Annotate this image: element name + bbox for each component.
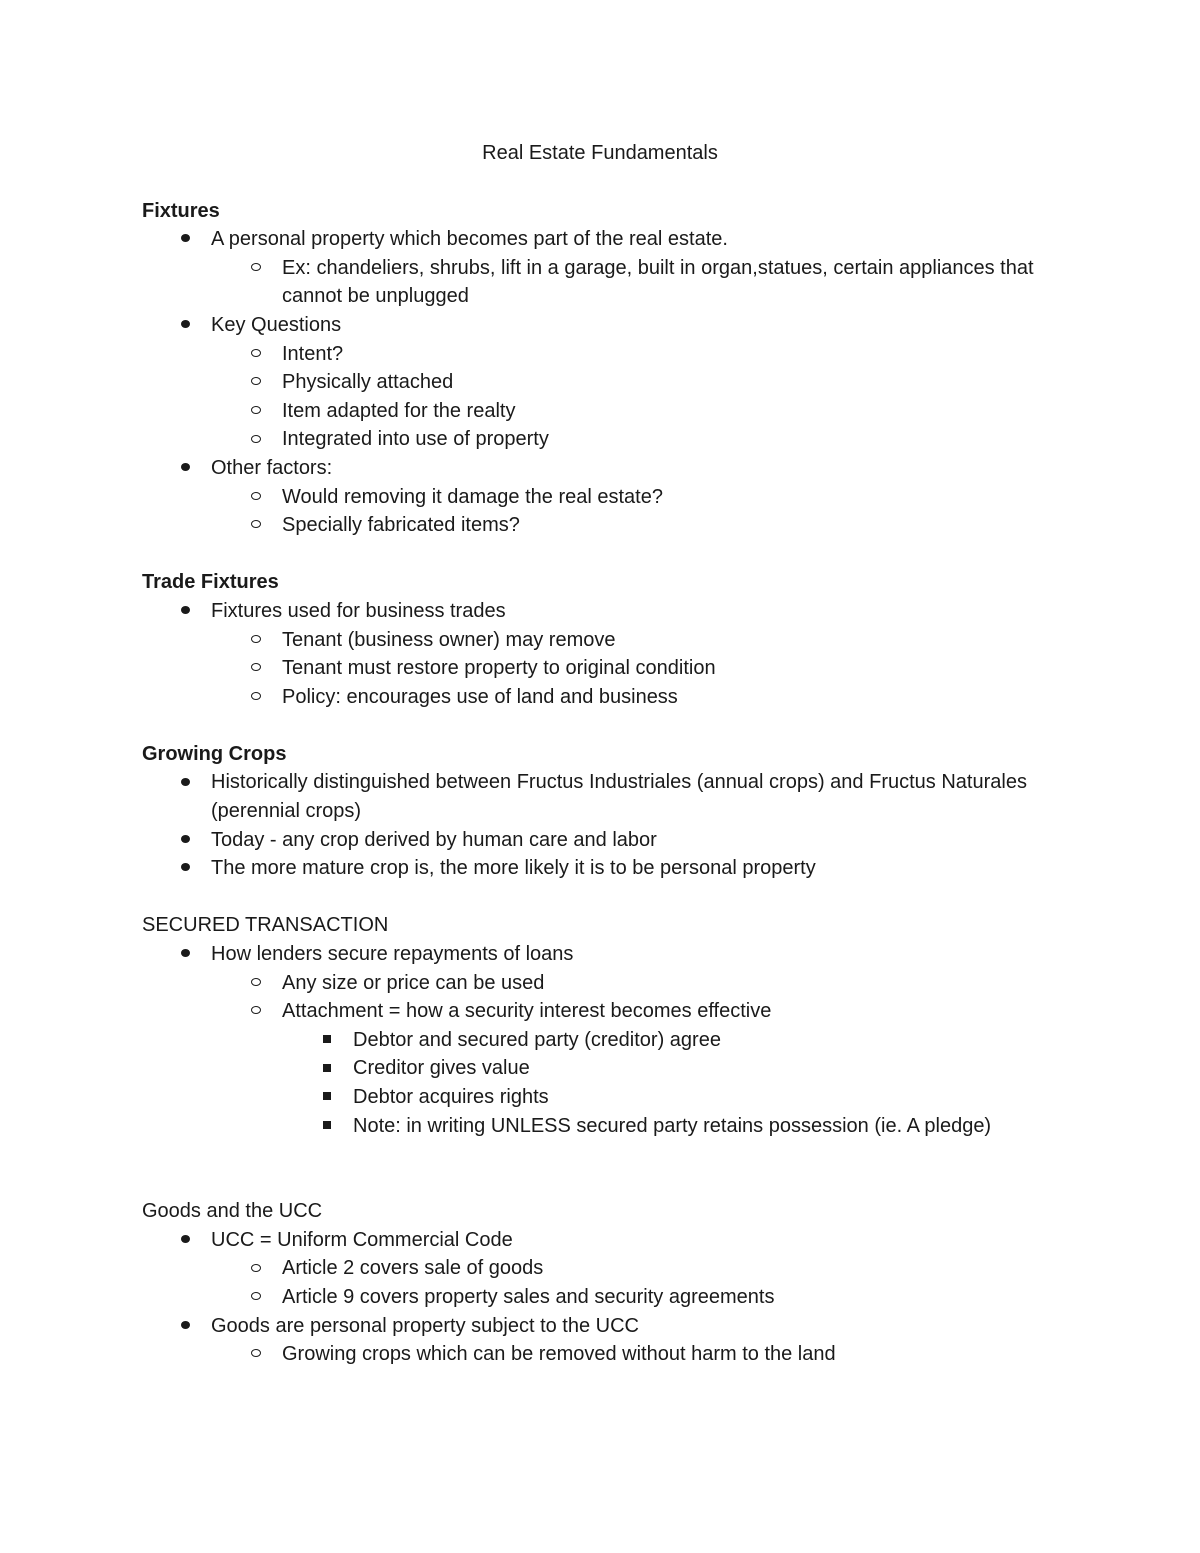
list-item: Other factors: <box>142 454 1062 483</box>
bullet-list <box>142 940 1062 1140</box>
hollow-bullet-icon <box>246 511 266 540</box>
hollow-bullet-icon <box>246 1340 266 1369</box>
filled-bullet-icon <box>175 311 195 340</box>
list-item: Tenant must restore property to original condition <box>142 654 1062 683</box>
section-heading: Fixtures <box>142 199 220 222</box>
section-heading: Goods and the UCC <box>142 1200 323 1223</box>
section-heading: Growing Crops <box>142 742 287 765</box>
list-item: Any size or price can be used <box>142 969 1062 998</box>
list-item: Growing crops which can be removed without harm to the land <box>142 1340 1062 1369</box>
section-heading: SECURED TRANSACTION <box>142 914 389 937</box>
filled-bullet-icon <box>175 854 195 883</box>
section-heading: Trade Fixtures <box>142 571 279 594</box>
list-item: Today - any crop derived by human care and labor <box>142 826 1062 855</box>
list-item: Integrated into use of property <box>142 425 1062 454</box>
list-item: Fixtures used for business trades <box>142 597 1062 626</box>
filled-bullet-icon <box>175 768 195 797</box>
document-page <box>142 139 1062 1397</box>
square-bullet-icon <box>317 1112 337 1141</box>
list-item: Policy: encourages use of land and business <box>142 683 1062 712</box>
list-item: UCC = Uniform Commercial Code <box>142 1226 1062 1255</box>
filled-bullet-icon <box>175 597 195 626</box>
list-item: Debtor acquires rights <box>142 1083 1062 1112</box>
section-growing-crops <box>142 740 1062 883</box>
section-goods-ucc <box>142 1197 1062 1369</box>
filled-bullet-icon <box>175 826 195 855</box>
hollow-bullet-icon <box>246 397 266 426</box>
list-item: The more mature crop is, the more likely it is to be personal property <box>142 854 1062 883</box>
list-item: Key Questions <box>142 311 1062 340</box>
document-title: Real Estate Fundamentals <box>482 142 718 164</box>
list-item: Article 2 covers sale of goods <box>142 1254 1062 1283</box>
hollow-bullet-icon <box>246 254 266 283</box>
section-secured-transaction <box>142 911 1062 1140</box>
bullet-list <box>142 1226 1062 1369</box>
hollow-bullet-icon <box>246 683 266 712</box>
section-trade-fixtures <box>142 568 1062 711</box>
list-item: Note: in writing UNLESS secured party retains possession (ie. A pledge) <box>142 1112 1062 1141</box>
list-item: Goods are personal property subject to the UCC <box>142 1312 1062 1341</box>
filled-bullet-icon <box>175 454 195 483</box>
square-bullet-icon <box>317 1083 337 1112</box>
bullet-list <box>142 225 1062 540</box>
hollow-bullet-icon <box>246 997 266 1026</box>
list-item: Item adapted for the realty <box>142 397 1062 426</box>
square-bullet-icon <box>317 1054 337 1083</box>
hollow-bullet-icon <box>246 368 266 397</box>
square-bullet-icon <box>317 1026 337 1055</box>
list-item: Article 9 covers property sales and security agreements <box>142 1283 1062 1312</box>
hollow-bullet-icon <box>246 425 266 454</box>
list-item: Specially fabricated items? <box>142 511 1062 540</box>
filled-bullet-icon <box>175 1312 195 1341</box>
section-fixtures <box>142 197 1062 540</box>
list-item: Physically attached <box>142 368 1062 397</box>
hollow-bullet-icon <box>246 626 266 655</box>
list-item: Intent? <box>142 340 1062 369</box>
list-item: Debtor and secured party (creditor) agree <box>142 1026 1062 1055</box>
list-item: Would removing it damage the real estate? <box>142 483 1062 512</box>
hollow-bullet-icon <box>246 483 266 512</box>
filled-bullet-icon <box>175 225 195 254</box>
hollow-bullet-icon <box>246 1254 266 1283</box>
list-item: A personal property which becomes part of the real estate. <box>142 225 1062 254</box>
list-item: Attachment = how a security interest becomes effective <box>142 997 1062 1026</box>
list-item: Historically distinguished between Fructus Industriales (annual crops) and Fructus Naturales (perennial crops) <box>142 768 1062 825</box>
filled-bullet-icon <box>175 1226 195 1255</box>
hollow-bullet-icon <box>246 340 266 369</box>
filled-bullet-icon <box>175 940 195 969</box>
list-item: How lenders secure repayments of loans <box>142 940 1062 969</box>
hollow-bullet-icon <box>246 654 266 683</box>
bullet-list <box>142 768 1062 882</box>
list-item: Tenant (business owner) may remove <box>142 626 1062 655</box>
list-item: Creditor gives value <box>142 1054 1062 1083</box>
hollow-bullet-icon <box>246 1283 266 1312</box>
hollow-bullet-icon <box>246 969 266 998</box>
list-item: Ex: chandeliers, shrubs, lift in a garage, built in organ,statues, certain appliances that cannot be unplugged <box>142 254 1062 311</box>
bullet-list <box>142 597 1062 711</box>
